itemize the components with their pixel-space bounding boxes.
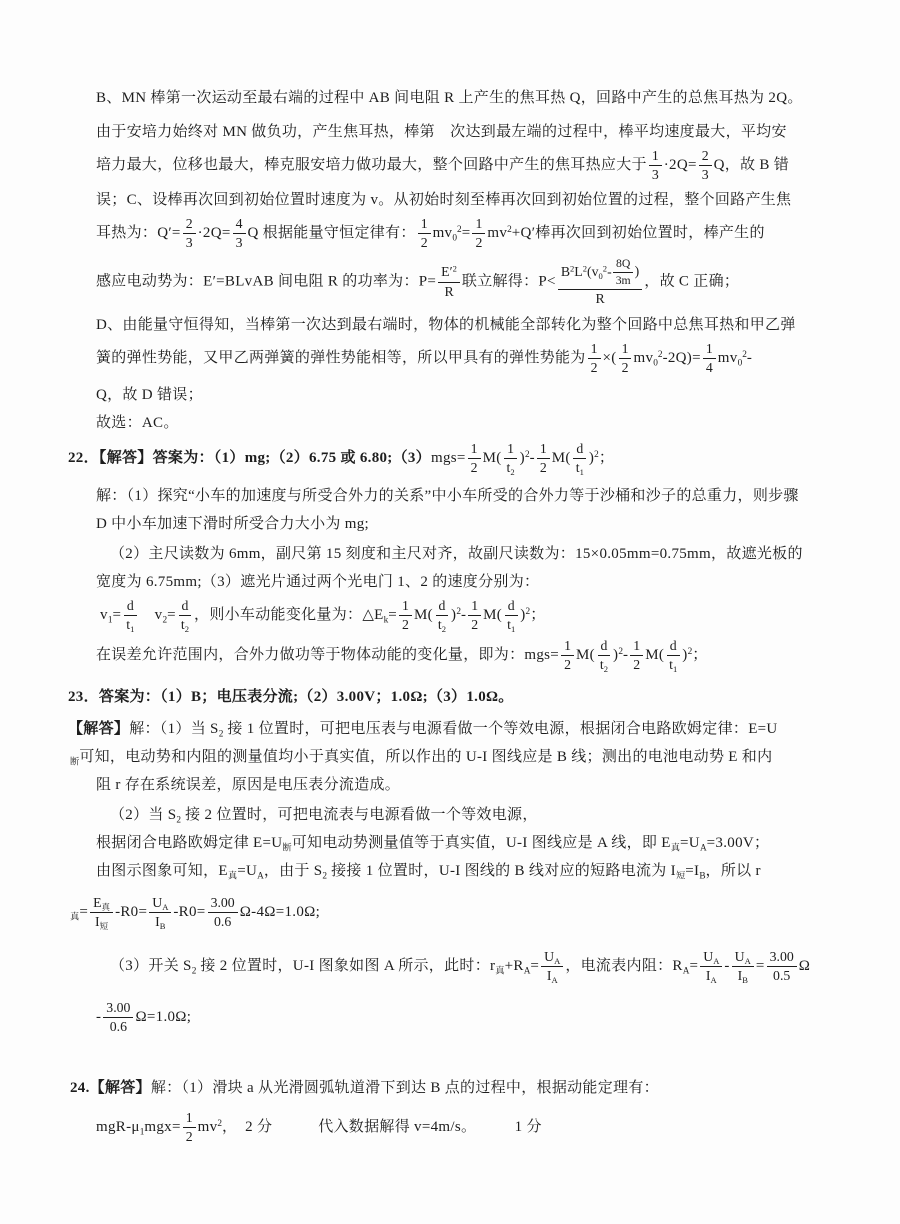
document-body bbox=[68, 84, 830, 1145]
fraction-numerator: 1 bbox=[630, 638, 643, 656]
text-run: B、MN 棒第一次运动至最右端的过程中 AB 间电阻 R 上产生的焦耳热 Q，回路中产生的总焦耳热为 2Q。 bbox=[96, 90, 803, 106]
text-run: )$^2$- bbox=[613, 646, 629, 663]
fraction bbox=[619, 341, 632, 377]
fraction-denominator: 2 bbox=[633, 656, 641, 672]
text-run: M( bbox=[575, 646, 595, 663]
fraction bbox=[588, 341, 601, 377]
text-run: （2）当 $S_2$ 接 2 位置时，可把电流表与电源看做一个等效电源， bbox=[110, 807, 538, 826]
fraction bbox=[183, 1110, 196, 1146]
fraction-numerator: 1 bbox=[472, 216, 485, 234]
text-run: M( bbox=[413, 607, 433, 624]
text-run: 22．【解答】答案为：（1）mg;（2）6.75 或 6.80;（3） bbox=[68, 449, 431, 466]
fraction bbox=[558, 257, 642, 307]
text-run: $mv_0^2-$ bbox=[717, 350, 753, 369]
subscript: 真 bbox=[70, 912, 80, 923]
fraction-denominator: 2 bbox=[590, 360, 598, 376]
subscript: 真 bbox=[670, 843, 681, 854]
superscript: 2 bbox=[525, 607, 531, 618]
subscript: B bbox=[159, 921, 166, 932]
subscript: 2 bbox=[218, 729, 224, 740]
fraction bbox=[183, 216, 196, 252]
text-run: 解：（1）当 $S_2$ 接 1 位置时，可把电压表与电源看做一个等效电源，根据闭合电路欧姆定律：E=U bbox=[129, 721, 778, 740]
text-line-17 bbox=[68, 638, 830, 674]
subscript: 1 bbox=[579, 466, 584, 477]
text-run: 根据闭合电路欧姆定律 $E=U_断$可知电动势测量值等于真实值，U-I 图线应是 A 线，即 $E_真=U_A=3.00V$； bbox=[96, 835, 770, 854]
subscript: A bbox=[257, 871, 264, 882]
fraction-numerator: $U_A$ bbox=[541, 949, 563, 967]
fraction-denominator: 2 bbox=[471, 617, 479, 633]
fraction-denominator: 2 bbox=[402, 617, 409, 633]
text-run: M( bbox=[551, 449, 571, 466]
subscript: A bbox=[699, 843, 707, 854]
text-run: -R0= bbox=[173, 904, 206, 921]
fraction bbox=[649, 148, 662, 184]
subscript: 1 bbox=[139, 1127, 145, 1138]
subscript: 真 bbox=[227, 871, 238, 882]
fraction-numerator: 3.00 bbox=[208, 895, 238, 913]
fraction-denominator: 3 bbox=[185, 234, 193, 250]
fraction bbox=[573, 441, 587, 477]
text-run: Ω bbox=[798, 957, 811, 974]
fraction-numerator: 4 bbox=[233, 216, 246, 234]
fraction-denominator: $t_1$ bbox=[126, 617, 135, 635]
text-run: M( bbox=[482, 449, 502, 466]
text-run: 宽度为 6.75mm;（3）遮光片通过两个光电门 1、2 的速度分别为： bbox=[96, 574, 540, 591]
text-line-29 bbox=[68, 1110, 830, 1146]
fraction-numerator: 2 bbox=[699, 148, 712, 166]
text-line-2 bbox=[68, 118, 830, 146]
text-run: $_断$可知，电动势和内阻的测量值均小于真实值，所以作出的 U-I 图线应是 B 线；测出的电池电动势 E 和内 bbox=[70, 749, 773, 768]
text-run: 解：（1）探究“小车的加速度与所受合外力的关系”中小车所受的合外力等于沙桶和沙子的总重力，则步骤 bbox=[96, 488, 799, 505]
fraction-denominator: $I_A$ bbox=[546, 967, 558, 985]
text-run: ) bbox=[634, 263, 640, 279]
text-run: $v_1=$ bbox=[100, 607, 122, 626]
fraction bbox=[178, 598, 192, 634]
text-run: D、由能量守恒得知，当棒第一次达到最右端时，物体的机械能全部转化为整个回路中总焦耳热和甲乙弹 bbox=[96, 317, 796, 334]
subscript: 2 bbox=[322, 871, 328, 882]
fraction-denominator: $t_1$ bbox=[575, 459, 584, 477]
fraction-denominator: $t_1$ bbox=[669, 656, 678, 674]
superscript: 2 bbox=[570, 262, 575, 273]
superscript: 2 bbox=[582, 262, 588, 273]
text-line-13 bbox=[68, 510, 830, 538]
fraction bbox=[399, 598, 412, 634]
superscript: 2 bbox=[457, 224, 462, 235]
fraction-denominator: 0.5 bbox=[773, 967, 791, 983]
text-run: Ω=1.0Ω; bbox=[135, 1009, 192, 1026]
fraction-denominator: $I_短$ bbox=[94, 914, 109, 932]
text-run: ，则小车动能变化量为：$\triangle E_k=$ bbox=[194, 607, 398, 626]
fraction-denominator: 3 bbox=[651, 167, 659, 183]
superscript: 2 bbox=[456, 607, 461, 618]
fraction bbox=[123, 598, 137, 634]
text-line-19 bbox=[68, 715, 830, 743]
text-run: $_真$= bbox=[70, 904, 89, 923]
text-run: Ω-4Ω=1.0Ω; bbox=[239, 904, 321, 921]
subscript: A bbox=[162, 902, 169, 913]
fraction bbox=[700, 949, 722, 985]
subscript: 断 bbox=[282, 843, 292, 854]
subscript: 2 bbox=[162, 615, 168, 626]
text-run: $mv_0^2-2Q)=$ bbox=[633, 350, 701, 369]
fraction-denominator: 3 bbox=[235, 234, 243, 250]
fraction bbox=[418, 216, 431, 252]
text-line-25 bbox=[68, 895, 830, 931]
text-line-8 bbox=[68, 341, 830, 377]
fraction bbox=[613, 257, 634, 288]
text-run: Q，故 D 错误； bbox=[96, 386, 203, 403]
text-run: 在误差允许范围内，合外力做功等于物体动能的变化量，即为：mgs= bbox=[96, 646, 560, 663]
text-run: Q 根据能量守恒定律有： bbox=[247, 224, 416, 241]
subscript: B bbox=[699, 871, 706, 882]
subscript: A bbox=[523, 966, 531, 977]
text-run: 培力最大，位移也最大，棒克服安培力做功最大，整个回路中产生的焦耳热应大于 bbox=[96, 157, 647, 174]
superscript: 2 bbox=[507, 224, 512, 235]
text-run: 阻 r 存在系统误差，原因是电压表分流造成。 bbox=[96, 777, 401, 794]
fraction bbox=[504, 441, 518, 477]
text-run: M( bbox=[483, 607, 503, 624]
fraction-numerator: d bbox=[667, 638, 680, 656]
fraction bbox=[732, 949, 754, 985]
text-run: Q，故 B 错 bbox=[713, 157, 790, 174]
text-line-9 bbox=[68, 381, 830, 409]
subscript: 断 bbox=[70, 757, 80, 768]
text-run: 解：（1）滑块 a 从光滑圆弧轨道滑下到达 B 点的过程中，根据动能定理有： bbox=[150, 1079, 659, 1096]
fraction bbox=[630, 638, 643, 674]
fraction bbox=[103, 1000, 133, 1036]
fraction-denominator: 3m bbox=[615, 273, 631, 287]
fraction-denominator: $t_2$ bbox=[506, 459, 515, 477]
subscript: 2 bbox=[441, 624, 447, 635]
text-run: 簧的弹性势能，又甲乙两弹簧的弹性势能相等，所以甲具有的弹性势能为 bbox=[96, 350, 586, 367]
text-line-23 bbox=[68, 829, 830, 857]
text-line-27 bbox=[68, 1000, 830, 1036]
text-run: $B^2L^2(v_0^2-$ bbox=[560, 262, 612, 281]
text-run: （3）开关 $S_2$ 接 2 位置时，U-I 图象如图 A 所示，此时：$r_真+R_A=$ bbox=[110, 957, 540, 977]
subscript: A bbox=[710, 974, 717, 985]
text-run: )$^2$- bbox=[451, 607, 467, 624]
superscript: 2 bbox=[687, 646, 693, 657]
fraction bbox=[468, 598, 481, 634]
fraction-denominator: $I_B$ bbox=[155, 914, 166, 932]
fraction bbox=[472, 216, 485, 252]
fraction-numerator: d bbox=[179, 598, 192, 616]
text-run: - bbox=[724, 957, 730, 974]
fraction-denominator: 0.6 bbox=[109, 1019, 127, 1035]
fraction-denominator: 2 bbox=[564, 656, 571, 672]
fraction-numerator: d bbox=[573, 441, 586, 459]
text-run: -R0= bbox=[115, 904, 148, 921]
subscript: 1 bbox=[130, 624, 135, 635]
text-run: 感应电动势为：E′=BLvAB 间电阻 R 的功率为：P= bbox=[96, 273, 437, 290]
fraction-numerator: d bbox=[436, 598, 449, 616]
fraction-numerator: 3.00 bbox=[103, 1000, 133, 1018]
fraction-denominator: $t_2$ bbox=[437, 617, 447, 635]
fraction-numerator: 1 bbox=[561, 638, 574, 656]
text-run: M( bbox=[645, 646, 665, 663]
fraction bbox=[561, 638, 574, 674]
text-line-1 bbox=[68, 84, 830, 112]
fraction-numerator: 1 bbox=[649, 148, 662, 166]
text-line-20 bbox=[68, 743, 830, 771]
subscript: 0 bbox=[452, 232, 458, 243]
fraction-denominator: $t_2$ bbox=[599, 656, 609, 674]
fraction-numerator: d bbox=[505, 598, 518, 616]
subscript: 2 bbox=[191, 966, 197, 977]
text-line-10 bbox=[68, 409, 830, 437]
fraction bbox=[208, 895, 238, 931]
text-run: D 中小车加速下滑时所受合力大小为 mg; bbox=[96, 516, 369, 533]
text-line-14 bbox=[68, 540, 830, 568]
fraction-numerator: $U_A$ bbox=[732, 949, 754, 967]
fraction-denominator: 2 bbox=[185, 1129, 193, 1144]
fraction bbox=[537, 441, 550, 477]
fraction-denominator: $t_2$ bbox=[180, 617, 190, 635]
fraction-numerator: $U_A$ bbox=[149, 895, 171, 913]
subscript: 2 bbox=[510, 466, 515, 477]
text-run: mgR-$\mu_1mgx=$ bbox=[96, 1118, 181, 1138]
text-run: ，故 C 正确； bbox=[644, 273, 740, 290]
text-run: 由图示图象可知，$E_真=U_A$，由于 $S_2$ 接接 1 位置时，U-I 图线的 B 线对应的短路电流为 $I_短=I_B$，所以 r bbox=[96, 863, 761, 882]
fraction-numerator: 1 bbox=[703, 341, 716, 359]
text-line-28 bbox=[68, 1074, 830, 1102]
fraction-numerator: 1 bbox=[619, 341, 632, 359]
fraction-numerator: $E_真$ bbox=[90, 895, 113, 913]
text-run: 由于安培力始终对 MN 做负功，产生焦耳热，棒第 次达到最左端的过程中，棒平均速度最大，平均安 bbox=[96, 124, 787, 140]
subscript: 短 bbox=[675, 871, 686, 882]
text-run: )$^2$； bbox=[682, 646, 708, 663]
text-line-3 bbox=[68, 148, 830, 184]
fraction-denominator: $I_B$ bbox=[737, 967, 748, 985]
superscript: 2 bbox=[452, 263, 457, 274]
text-line-12 bbox=[68, 482, 830, 510]
fraction-denominator: R bbox=[595, 290, 605, 306]
fraction-denominator: 2 bbox=[539, 459, 547, 475]
fraction bbox=[468, 441, 481, 477]
subscript: B bbox=[742, 974, 748, 985]
fraction bbox=[699, 148, 712, 184]
text-line-16 bbox=[68, 598, 830, 634]
text-line-11 bbox=[68, 441, 830, 477]
fraction-numerator: 1 bbox=[504, 441, 517, 459]
subscript: A bbox=[713, 955, 720, 966]
subscript: 真 bbox=[495, 966, 505, 977]
text-run: 故选：AC。 bbox=[96, 414, 179, 431]
fraction bbox=[597, 638, 611, 674]
text-run: mgs= bbox=[431, 449, 466, 466]
subscript: 2 bbox=[176, 815, 182, 826]
text-run: 联立解得：P< bbox=[461, 273, 556, 290]
fraction-denominator: $t_1$ bbox=[507, 617, 516, 635]
text-run: 【解答】 bbox=[68, 721, 130, 738]
text-line-5 bbox=[68, 216, 830, 252]
text-run: )$^2$- bbox=[519, 449, 535, 466]
subscript: A bbox=[551, 974, 558, 985]
text-line-22 bbox=[68, 801, 830, 829]
text-run: )$^2$； bbox=[588, 449, 615, 466]
fraction bbox=[541, 949, 563, 985]
fraction bbox=[666, 638, 680, 674]
fraction-denominator: $I_A$ bbox=[705, 967, 717, 985]
text-run: $mv^2$， 2 分 代入数据解得 v=4m/s。 1 分 bbox=[197, 1118, 542, 1135]
fraction-numerator: 1 bbox=[537, 441, 550, 459]
text-line-15 bbox=[68, 568, 830, 596]
superscript: 2 bbox=[742, 350, 747, 361]
text-line-6 bbox=[68, 257, 830, 307]
fraction-numerator: 8Q bbox=[613, 257, 633, 273]
superscript: 2 bbox=[217, 1118, 223, 1129]
fraction-denominator: 4 bbox=[705, 360, 713, 376]
superscript: 2 bbox=[657, 350, 663, 361]
fraction-numerator bbox=[558, 257, 642, 290]
text-run: ，电流表内阻：$R_A=$ bbox=[565, 957, 699, 977]
subscript: A bbox=[554, 955, 561, 966]
fraction-denominator: 2 bbox=[621, 360, 629, 376]
fraction-numerator: 1 bbox=[183, 1110, 196, 1128]
subscript: 1 bbox=[107, 615, 113, 626]
fraction-denominator: 0.6 bbox=[214, 914, 232, 930]
fraction bbox=[703, 341, 716, 377]
subscript: 2 bbox=[184, 624, 190, 635]
text-line-24 bbox=[68, 857, 830, 885]
text-run: - bbox=[96, 1009, 102, 1026]
subscript: 0 bbox=[653, 358, 658, 369]
text-line-4 bbox=[68, 186, 830, 214]
fraction-numerator: 3.00 bbox=[767, 949, 797, 967]
text-line-26 bbox=[68, 949, 830, 985]
text-run: )$^2$； bbox=[520, 607, 546, 624]
text-run: （2）主尺读数为 6mm，副尺第 15 刻度和主尺对齐，故副尺读数为：15×0.05mm=0.75mm，故遮光板的 bbox=[110, 546, 803, 563]
subscript: A bbox=[744, 955, 751, 966]
fraction bbox=[149, 895, 171, 931]
fraction-numerator: 1 bbox=[588, 341, 601, 359]
fraction bbox=[435, 598, 449, 634]
fraction-numerator: d bbox=[598, 638, 611, 656]
fraction-denominator: 2 bbox=[420, 234, 428, 250]
subscript: 短 bbox=[99, 921, 109, 932]
superscript: 2 bbox=[618, 646, 623, 657]
text-run: = bbox=[755, 957, 765, 974]
text-run: 24.【解答】 bbox=[70, 1079, 151, 1096]
subscript: 2 bbox=[603, 663, 609, 674]
fraction bbox=[438, 264, 460, 300]
fraction-numerator: 1 bbox=[468, 441, 481, 459]
text-run: ·2Q= bbox=[663, 157, 697, 174]
text-line-21 bbox=[68, 771, 830, 799]
fraction-numerator: 1 bbox=[468, 598, 481, 616]
fraction bbox=[504, 598, 518, 634]
text-run: 23．答案为：（1）B；电压表分流;（2）3.00V；1.0Ω;（3）1.0Ω。 bbox=[68, 689, 514, 706]
subscript: 0 bbox=[598, 270, 603, 281]
subscript: 0 bbox=[737, 358, 743, 369]
subscript: 1 bbox=[510, 624, 516, 635]
fraction-numerator: $U_A$ bbox=[700, 949, 722, 967]
text-line-7 bbox=[68, 311, 830, 339]
text-run: $mv^2+Q'$棒再次回到初始位置时，棒产生的 bbox=[487, 224, 765, 241]
subscript: 1 bbox=[672, 663, 678, 674]
fraction-numerator: 1 bbox=[418, 216, 431, 234]
subscript: k bbox=[383, 615, 389, 626]
text-run: 误；C、设棒再次回到初始位置时速度为 v。从初始时刻至棒再次回到初始位置的过程，整个回路产生焦 bbox=[96, 191, 792, 208]
text-run: $v_2=$ bbox=[139, 607, 176, 626]
fraction bbox=[90, 895, 113, 931]
fraction bbox=[767, 949, 797, 985]
superscript: 2 bbox=[524, 449, 530, 460]
fraction-denominator: 2 bbox=[475, 234, 483, 250]
superscript: 2 bbox=[602, 262, 608, 273]
text-run: ×( bbox=[602, 350, 617, 367]
fraction-numerator: 2 bbox=[183, 216, 196, 234]
fraction-denominator: 3 bbox=[701, 167, 709, 183]
superscript: 2 bbox=[594, 449, 599, 460]
fraction-numerator: 1 bbox=[399, 598, 412, 616]
fraction-numerator: $E'^2$ bbox=[438, 264, 460, 282]
text-run: 耳热为：Q′= bbox=[96, 224, 181, 241]
text-run: ·2Q= bbox=[197, 224, 231, 241]
subscript: 真 bbox=[101, 902, 111, 913]
text-line-18 bbox=[68, 683, 830, 711]
fraction-numerator: d bbox=[124, 598, 137, 616]
subscript: A bbox=[682, 966, 690, 977]
fraction-denominator: R bbox=[444, 283, 454, 299]
text-run: $mv_0^2=$ bbox=[432, 224, 471, 243]
fraction-denominator: 2 bbox=[470, 459, 478, 475]
fraction bbox=[233, 216, 246, 252]
